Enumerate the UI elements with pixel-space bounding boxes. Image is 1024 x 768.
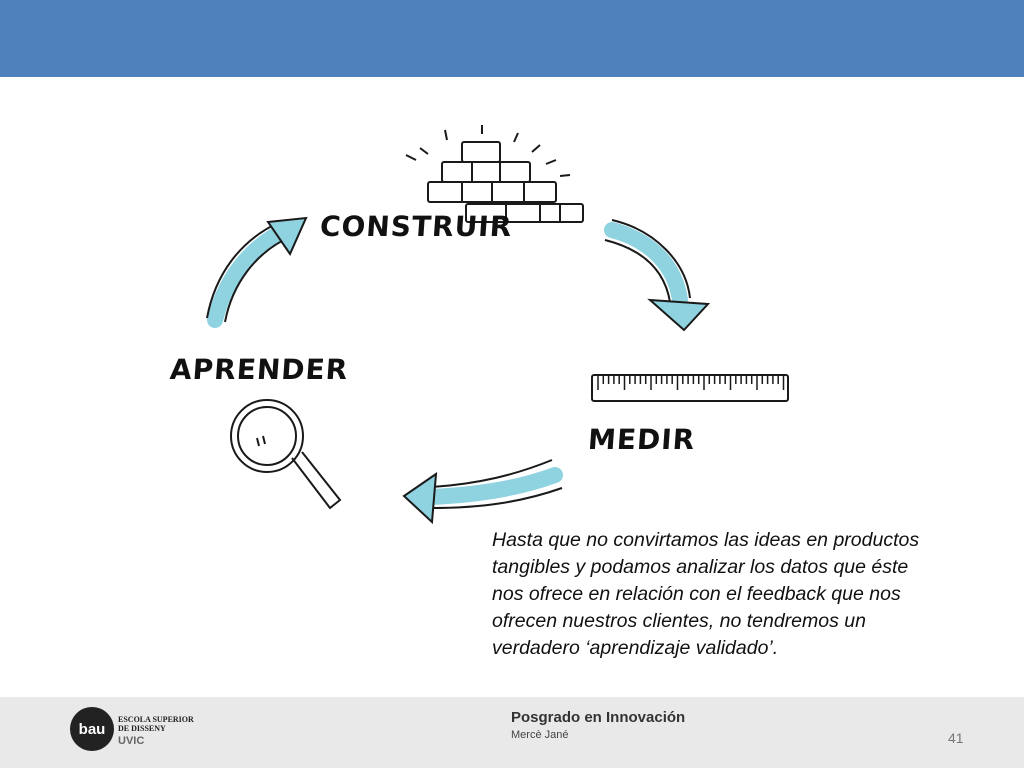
quote-text: Hasta que no convirtamos las ideas en productos tangibles y podamos analizar los datos que éste nos ofrece en relación con el feedback que nos ofrecen nuestros clientes, no tendremos un verdadero ‘aprendizaje validado’. — [492, 529, 920, 659]
footer — [0, 697, 1024, 768]
ruler-icon — [592, 375, 788, 401]
arrow-to-medir — [605, 220, 708, 330]
page-number: 41 — [948, 730, 964, 746]
logo-sub: UVIC — [118, 735, 145, 747]
arrow-to-construir — [207, 218, 306, 322]
bricks-icon — [406, 125, 583, 222]
program-title: Posgrado en Innovación — [511, 709, 686, 726]
logo-line1: ESCOLA SUPERIOR — [118, 715, 194, 724]
aprender-label: APRENDER — [168, 353, 350, 386]
logo-text — [118, 715, 194, 733]
magnifying-glass-icon — [231, 400, 340, 508]
header-bar — [0, 0, 1024, 77]
medir-label: MEDIR — [586, 423, 697, 456]
arrow-to-aprender — [404, 460, 562, 522]
construir-label: CONSTRUIR — [318, 210, 514, 243]
bau-logo — [70, 707, 210, 757]
author-name: Mercè Jané — [511, 729, 569, 741]
logo-mark: bau — [70, 707, 114, 751]
logo-line2: DE DISSENY — [118, 724, 166, 733]
